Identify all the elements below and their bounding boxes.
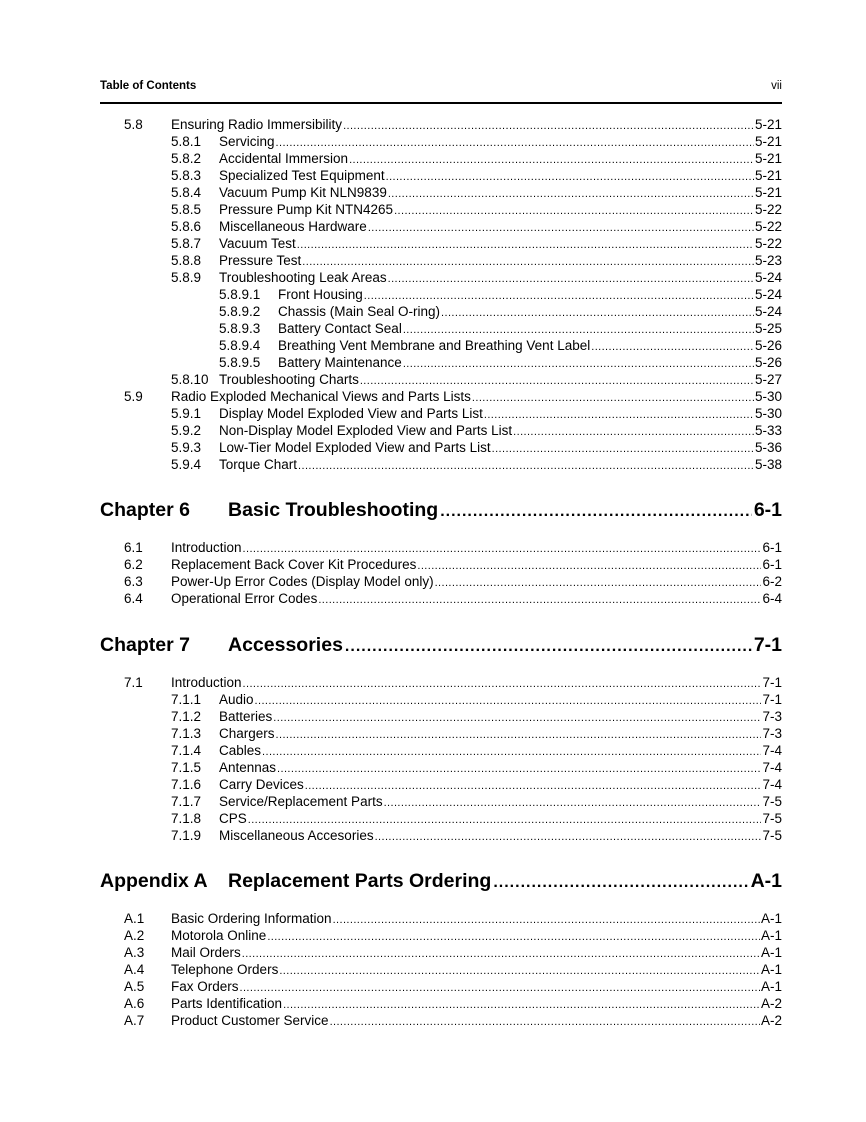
entry-number: A.6 <box>124 996 145 1011</box>
toc-entry[interactable] <box>171 743 782 760</box>
toc-entry[interactable] <box>124 675 782 692</box>
dot-leader <box>360 375 754 387</box>
toc-entry[interactable] <box>124 591 782 608</box>
entry-page: A-1 <box>760 928 782 943</box>
entry-page: 5-24 <box>754 270 782 285</box>
entry-page: 5-30 <box>754 406 782 421</box>
dot-leader <box>298 460 754 472</box>
entry-number: A.5 <box>124 979 145 994</box>
dot-leader <box>255 695 762 707</box>
entry-label: Specialized Test Equipment <box>219 168 385 183</box>
toc-entry[interactable] <box>171 760 782 777</box>
entry-label: Parts Identification <box>171 996 283 1011</box>
entry-page: A-1 <box>760 911 782 926</box>
entry-number: 5.8.1 <box>171 134 202 149</box>
dot-leader <box>492 443 754 455</box>
dot-leader <box>333 914 760 926</box>
chapter-title: Replacement Parts Ordering <box>228 870 492 892</box>
entry-page: 5-22 <box>754 236 782 251</box>
entry-page: 5-21 <box>754 151 782 166</box>
toc-entry[interactable] <box>171 236 782 253</box>
dot-leader <box>277 763 761 775</box>
entry-label: Servicing <box>219 134 275 149</box>
entry-page: A-2 <box>760 1013 782 1028</box>
entry-label: Introduction <box>171 675 242 690</box>
dot-leader <box>403 324 754 336</box>
entry-page: 7-5 <box>762 811 782 826</box>
entry-page: A-1 <box>760 962 782 977</box>
entry-number: 7.1.3 <box>171 726 202 741</box>
entry-label: Power-Up Error Codes (Display Model only) <box>171 574 434 589</box>
entry-number: 5.9.1 <box>171 406 202 421</box>
header-page-number: vii <box>771 80 782 92</box>
entry-number: 6.3 <box>124 574 143 589</box>
toc-entry[interactable] <box>124 1013 782 1030</box>
dot-leader <box>240 982 760 994</box>
entry-label: Batteries <box>219 709 273 724</box>
dot-leader <box>484 409 754 421</box>
toc-entry[interactable] <box>171 440 782 457</box>
entry-label: Troubleshooting Leak Areas <box>219 270 387 285</box>
entry-number: 5.9 <box>124 389 143 404</box>
entry-page: 5-21 <box>754 117 782 132</box>
dot-leader <box>368 222 754 234</box>
entry-label: Product Customer Service <box>171 1013 329 1028</box>
entry-label: Accidental Immersion <box>219 151 349 166</box>
entry-number: 5.8.9.4 <box>219 338 261 353</box>
chapter-number: Chapter 7 <box>100 634 190 656</box>
entry-page: A-1 <box>760 945 782 960</box>
header-title: Table of Contents <box>100 80 197 92</box>
toc-entry[interactable] <box>171 423 782 440</box>
toc-entry[interactable] <box>124 117 782 134</box>
entry-page: 7-3 <box>762 726 782 741</box>
entry-label: Pressure Pump Kit NTN4265 <box>219 202 394 217</box>
chapter-heading[interactable] <box>100 499 782 525</box>
entry-number: 7.1.9 <box>171 828 202 843</box>
entry-number: 5.8.7 <box>171 236 202 251</box>
toc-entry[interactable] <box>171 457 782 474</box>
entry-label: Battery Contact Seal <box>278 321 402 336</box>
entry-label: Introduction <box>171 540 242 555</box>
entry-number: 7.1.7 <box>171 794 202 809</box>
entry-label: Troubleshooting Charts <box>219 372 359 387</box>
dot-leader <box>305 780 762 792</box>
entry-number: A.1 <box>124 911 145 926</box>
chapter-title: Basic Troubleshooting <box>228 499 439 521</box>
dot-leader <box>591 341 754 353</box>
toc-entry[interactable] <box>171 406 782 423</box>
dot-leader <box>388 188 754 200</box>
entry-label: Mail Orders <box>171 945 241 960</box>
entry-page: 6-2 <box>762 574 782 589</box>
toc-entry[interactable] <box>124 928 782 945</box>
entry-page: 5-36 <box>754 440 782 455</box>
chapter-heading[interactable] <box>100 634 782 660</box>
toc-entry[interactable] <box>171 777 782 794</box>
toc-entry[interactable] <box>171 811 782 828</box>
entry-label: Breathing Vent Membrane and Breathing Vent Label <box>278 338 591 353</box>
toc-entry[interactable] <box>171 709 782 726</box>
toc-entry[interactable] <box>219 304 782 321</box>
entry-page: 5-23 <box>754 253 782 268</box>
entry-number: 5.9.3 <box>171 440 202 455</box>
entry-number: 5.8.2 <box>171 151 202 166</box>
entry-number: 7.1.8 <box>171 811 202 826</box>
entry-label: Non-Display Model Exploded View and Parts List <box>219 423 513 438</box>
entry-label: Antennas <box>219 760 277 775</box>
entry-page: 7-1 <box>762 692 782 707</box>
entry-label: Audio <box>219 692 254 707</box>
dot-leader <box>330 1016 760 1028</box>
entry-page: 5-27 <box>754 372 782 387</box>
dot-leader <box>243 678 762 690</box>
entry-page: 7-4 <box>762 743 782 758</box>
chapter-number: Chapter 6 <box>100 499 190 521</box>
dot-leader <box>388 273 754 285</box>
chapter-number: Appendix A <box>100 870 208 892</box>
chapter-page: 6-1 <box>753 499 782 521</box>
dot-leader <box>417 560 761 572</box>
entry-label: Front Housing <box>278 287 363 302</box>
entry-number: 5.8.4 <box>171 185 202 200</box>
toc-entry[interactable] <box>219 287 782 304</box>
dot-leader <box>364 290 754 302</box>
entry-label: Ensuring Radio Immersibility <box>171 117 343 132</box>
toc-entry[interactable] <box>171 794 782 811</box>
dot-leader <box>279 965 760 977</box>
entry-page: 5-21 <box>754 185 782 200</box>
entry-page: A-2 <box>760 996 782 1011</box>
entry-page: 5-24 <box>754 287 782 302</box>
dot-leader <box>302 256 754 268</box>
entry-number: 5.8.3 <box>171 168 202 183</box>
entry-number: 7.1.2 <box>171 709 202 724</box>
entry-page: 7-3 <box>762 709 782 724</box>
entry-label: Display Model Exploded View and Parts List <box>219 406 483 421</box>
entry-label: Motorola Online <box>171 928 267 943</box>
toc-entry[interactable] <box>171 134 782 151</box>
entry-page: 6-4 <box>762 591 782 606</box>
toc-entry[interactable] <box>171 726 782 743</box>
entry-page: 5-26 <box>754 355 782 370</box>
entry-number: 5.8.9.1 <box>219 287 261 302</box>
entry-label: Miscellaneous Accesories <box>219 828 374 843</box>
toc-entry[interactable] <box>171 372 782 389</box>
toc-entry[interactable] <box>124 911 782 928</box>
entry-number: 5.9.2 <box>171 423 202 438</box>
toc-entry[interactable] <box>124 574 782 591</box>
entry-number: 7.1.6 <box>171 777 202 792</box>
entry-label: Pressure Test <box>219 253 302 268</box>
entry-number: 5.8 <box>124 117 143 132</box>
dot-leader <box>384 797 762 809</box>
entry-number: 6.1 <box>124 540 143 555</box>
entry-label: Chassis (Main Seal O-ring) <box>278 304 441 319</box>
chapter-heading[interactable] <box>100 870 782 896</box>
entry-number: 5.8.9 <box>171 270 202 285</box>
chapter-page: A-1 <box>750 870 782 892</box>
toc-entry[interactable] <box>171 185 782 202</box>
entry-number: 6.4 <box>124 591 143 606</box>
toc-entry[interactable] <box>171 219 782 236</box>
entry-number: A.3 <box>124 945 145 960</box>
dot-leader <box>276 729 762 741</box>
entry-label: Cables <box>219 743 262 758</box>
toc-entry[interactable] <box>171 168 782 185</box>
toc-entry[interactable] <box>124 540 782 557</box>
entry-page: 5-26 <box>754 338 782 353</box>
entry-label: Carry Devices <box>219 777 304 792</box>
dot-leader <box>472 392 754 404</box>
dot-leader <box>273 712 761 724</box>
entry-label: Basic Ordering Information <box>171 911 332 926</box>
chapter-page: 7-1 <box>753 634 782 656</box>
page-header <box>100 80 782 104</box>
entry-page: A-1 <box>760 979 782 994</box>
entry-number: 7.1.1 <box>171 692 202 707</box>
entry-page: 5-38 <box>754 457 782 472</box>
dot-leader <box>441 307 754 319</box>
entry-label: Radio Exploded Mechanical Views and Parts Lists <box>171 389 471 404</box>
dot-leader <box>243 543 762 555</box>
entry-label: Vacuum Pump Kit NLN9839 <box>219 185 387 200</box>
entry-page: 5-24 <box>754 304 782 319</box>
dot-leader <box>394 205 754 217</box>
entry-number: 5.8.8 <box>171 253 202 268</box>
entry-number: 5.8.6 <box>171 219 202 234</box>
entry-page: 5-25 <box>754 321 782 336</box>
toc-entry[interactable] <box>171 270 782 287</box>
entry-label: Replacement Back Cover Kit Procedures <box>171 557 417 572</box>
dot-leader <box>513 426 754 438</box>
dot-leader <box>297 239 754 251</box>
toc-entry[interactable] <box>124 557 782 574</box>
entry-page: 5-21 <box>754 168 782 183</box>
entry-page: 7-4 <box>762 760 782 775</box>
dot-leader <box>276 137 754 149</box>
toc-entry[interactable] <box>124 945 782 962</box>
entry-page: 7-5 <box>762 828 782 843</box>
entry-label: Chargers <box>219 726 275 741</box>
entry-page: 5-22 <box>754 219 782 234</box>
entry-page: 5-21 <box>754 134 782 149</box>
dot-leader <box>375 831 762 843</box>
entry-label: CPS <box>219 811 247 826</box>
entry-label: Fax Orders <box>171 979 239 994</box>
entry-number: A.7 <box>124 1013 145 1028</box>
dot-leader <box>267 931 760 943</box>
entry-number: A.4 <box>124 962 145 977</box>
entry-label: Vacuum Test <box>219 236 296 251</box>
dot-leader <box>349 154 754 166</box>
toc-entry[interactable] <box>219 355 782 372</box>
entry-page: 7-5 <box>762 794 782 809</box>
entry-number: 5.8.9.2 <box>219 304 261 319</box>
toc-entry[interactable] <box>219 321 782 338</box>
entry-page: 6-1 <box>762 540 782 555</box>
entry-number: 7.1 <box>124 675 143 690</box>
toc-entry[interactable] <box>124 979 782 996</box>
toc-entry[interactable] <box>171 692 782 709</box>
dot-leader <box>262 746 761 758</box>
entry-number: 7.1.5 <box>171 760 202 775</box>
toc-entry[interactable] <box>124 389 782 406</box>
entry-number: 5.8.9.5 <box>219 355 261 370</box>
dot-leader <box>403 358 754 370</box>
entry-number: 5.9.4 <box>171 457 202 472</box>
chapter-title: Accessories <box>228 634 343 656</box>
entry-page: 7-1 <box>762 675 782 690</box>
entry-label: Telephone Orders <box>171 962 279 977</box>
entry-page: 5-30 <box>754 389 782 404</box>
dot-leader <box>345 638 752 656</box>
entry-page: 5-22 <box>754 202 782 217</box>
dot-leader <box>435 577 762 589</box>
entry-number: A.2 <box>124 928 145 943</box>
entry-label: Operational Error Codes <box>171 591 318 606</box>
dot-leader <box>440 503 752 521</box>
toc-entry[interactable] <box>219 338 782 355</box>
entry-number: 5.8.5 <box>171 202 202 217</box>
entry-number: 5.8.10 <box>171 372 209 387</box>
entry-number: 6.2 <box>124 557 143 572</box>
entry-label: Service/Replacement Parts <box>219 794 383 809</box>
toc-entry[interactable] <box>124 996 782 1013</box>
dot-leader <box>493 874 748 892</box>
entry-label: Battery Maintenance <box>278 355 402 370</box>
entry-label: Torque Chart <box>219 457 298 472</box>
toc-entry[interactable] <box>124 962 782 979</box>
entry-label: Miscellaneous Hardware <box>219 219 367 234</box>
toc-entry[interactable] <box>171 253 782 270</box>
dot-leader <box>242 948 760 960</box>
toc-entry[interactable] <box>171 151 782 168</box>
entry-number: 7.1.4 <box>171 743 202 758</box>
entry-page: 6-1 <box>762 557 782 572</box>
entry-page: 7-4 <box>762 777 782 792</box>
dot-leader <box>343 120 754 132</box>
dot-leader <box>248 814 762 826</box>
entry-number: 5.8.9.3 <box>219 321 261 336</box>
entry-label: Low-Tier Model Exploded View and Parts List <box>219 440 491 455</box>
toc-entry[interactable] <box>171 202 782 219</box>
dot-leader <box>318 594 761 606</box>
toc-entry[interactable] <box>171 828 782 845</box>
dot-leader <box>386 171 754 183</box>
entry-page: 5-33 <box>754 423 782 438</box>
dot-leader <box>283 999 760 1011</box>
